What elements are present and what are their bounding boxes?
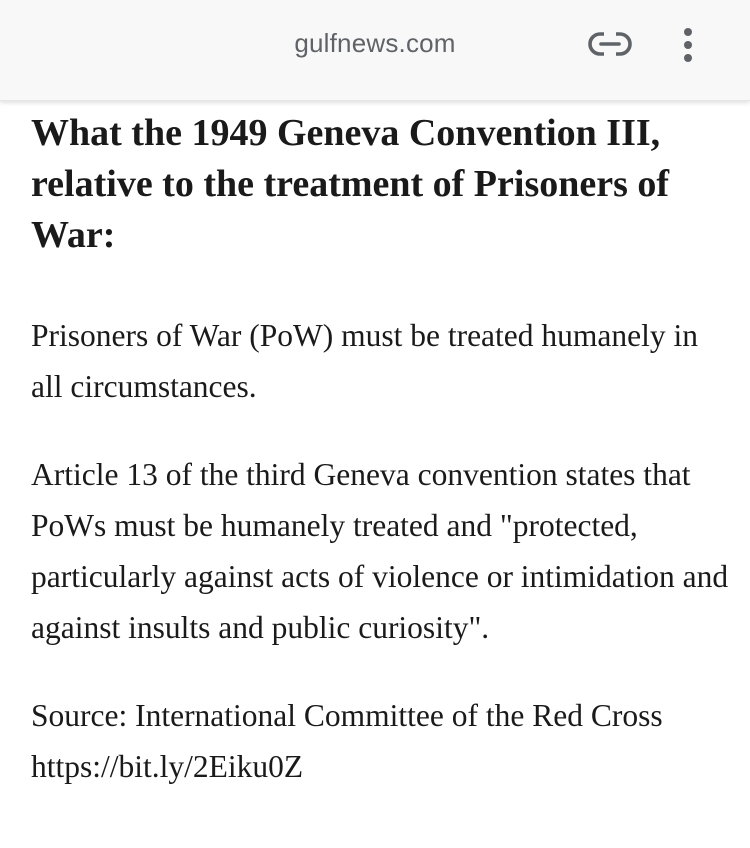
more-vert-icon[interactable]	[671, 24, 705, 68]
paragraph-source: Source: International Committee of the Red Cross https://bit.ly/2Eiku0Z	[31, 698, 663, 784]
paragraph-article-13: Article 13 of the third Geneva convention states that PoWs must be humanely treated and "protected, particularly against acts of violence or intimidation and against insults and public curiosity".	[31, 457, 729, 645]
article-body	[31, 108, 731, 792]
paragraph-pow-treatment: Prisoners of War (PoW) must be treated humanely in all circumstances.	[31, 318, 698, 404]
article-headline: What the 1949 Geneva Convention III, relative to the treatment of Prisoners of War:	[31, 112, 670, 256]
browser-toolbar	[0, 0, 750, 101]
url-display[interactable]: gulfnews.com	[294, 28, 456, 58]
link-icon[interactable]	[588, 30, 632, 58]
